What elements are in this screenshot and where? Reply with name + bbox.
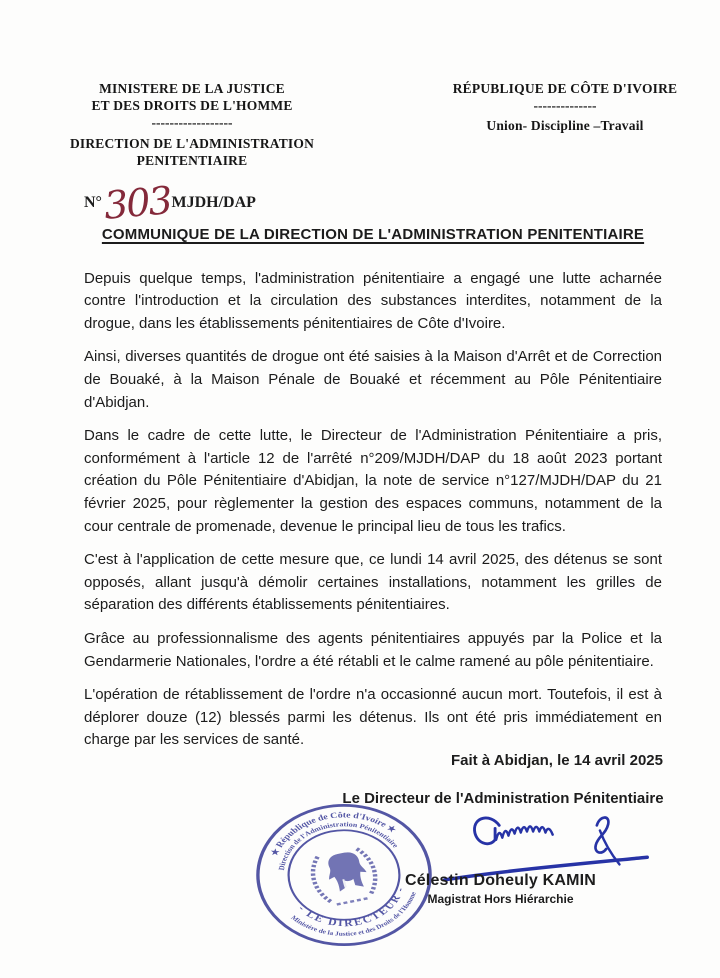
reference-suffix: MJDH/DAP: [171, 194, 256, 211]
stamp-text-republic: ★ République de Côte d'Ivoire ★: [268, 810, 399, 858]
letterhead-divider-right: --------------: [533, 98, 597, 113]
reference-prefix: N°: [84, 194, 102, 211]
signer-name: Célestin Doheuly KAMIN: [404, 872, 597, 889]
paragraph-1: Depuis quelque temps, l'administration pénitentiaire a engagé une lutte acharnée contre l'introduction et la circulation des substances interdites, notamment de la drogue, dans les établissements pénitentiaires de Côte d'Ivoire.: [84, 269, 662, 332]
ministry-line-2: ET DES DROITS DE L'HOMME: [91, 98, 293, 113]
signer-rank: Magistrat Hors Hiérarchie: [427, 892, 574, 906]
reference-number: [84, 168, 256, 228]
paragraph-3: Dans le cadre de cette lutte, le Directeur de l'Administration Pénitentiaire a pris, conformément à l'article 12 de l'arrêté n°209/MJDH/DAP du 18 août 2023 portant création du Pôle Pénitentiaire d'Abidjan, la note de service n°127/MJDH/DAP du 21 février 2025, pour règlementer la gestion des espaces communs, notamment de la cour centrale de promenade, devenue le principal lieu de tous les trafics.: [84, 427, 662, 535]
paragraph-4: C'est à l'application de cette mesure que, ce lundi 14 avril 2025, des détenus se sont opposés, allant jusqu'à démolir certaines installations, notamment les grilles de séparation des différents établissements pénitentiaires.: [84, 551, 662, 614]
stamp-text-directeur: - LE DIRECTEUR -: [295, 885, 408, 929]
stamp-text-ministry: Ministère de la Justice et des Droits de l'Homme: [289, 891, 419, 938]
paragraph-2: Ainsi, diverses quantités de drogue ont été saisies à la Maison d'Arrêt et de Correction de Bouaké, à la Maison Pénale de Bouaké et récemment au Pôle Pénitentiaire d'Abidjan.: [84, 348, 662, 411]
handwritten-number: 303: [102, 178, 173, 228]
national-motto: Union- Discipline –Travail: [486, 118, 644, 133]
signer-identity: [398, 872, 603, 906]
letterhead-ministry: [58, 80, 326, 169]
ministry-line-1: MINISTERE DE LA JUSTICE: [99, 81, 285, 96]
paragraph-5: Grâce au professionnalisme des agents pénitentiaires appuyés par la Police et la Gendarmerie Nationales, l'ordre a été rétabli et le calme ramené au pôle pénitentiaire.: [84, 629, 662, 670]
dateline: Fait à Abidjan, le 14 avril 2025: [450, 752, 663, 769]
stamp-text-direction: Direction de l'Administration Pénitentiaire: [276, 819, 401, 871]
republic-name: RÉPUBLIQUE DE CÔTE D'IVOIRE: [452, 81, 678, 96]
document-body: [84, 224, 662, 763]
paragraph-6: L'opération de rétablissement de l'ordre n'a occasionné aucun mort. Toutefois, il est à déplorer douze (12) blessés parmi les détenus. Ils ont été pris immédiatement en charge par les services de santé.: [84, 686, 662, 749]
letterhead-republic: [438, 80, 692, 134]
direction-line-1: DIRECTION DE L'ADMINISTRATION: [69, 136, 315, 151]
document-title: COMMUNIQUE DE LA DIRECTION DE L'ADMINISTRATION PENITENTIAIRE: [101, 226, 645, 243]
direction-line-2: PENITENTIAIRE: [136, 153, 248, 168]
stamp-coat-of-arms-elephant: [307, 846, 382, 907]
signer-title: Le Directeur de l'Administration Pénitentiaire: [342, 790, 664, 807]
letterhead-divider-left: ------------------: [151, 115, 233, 130]
